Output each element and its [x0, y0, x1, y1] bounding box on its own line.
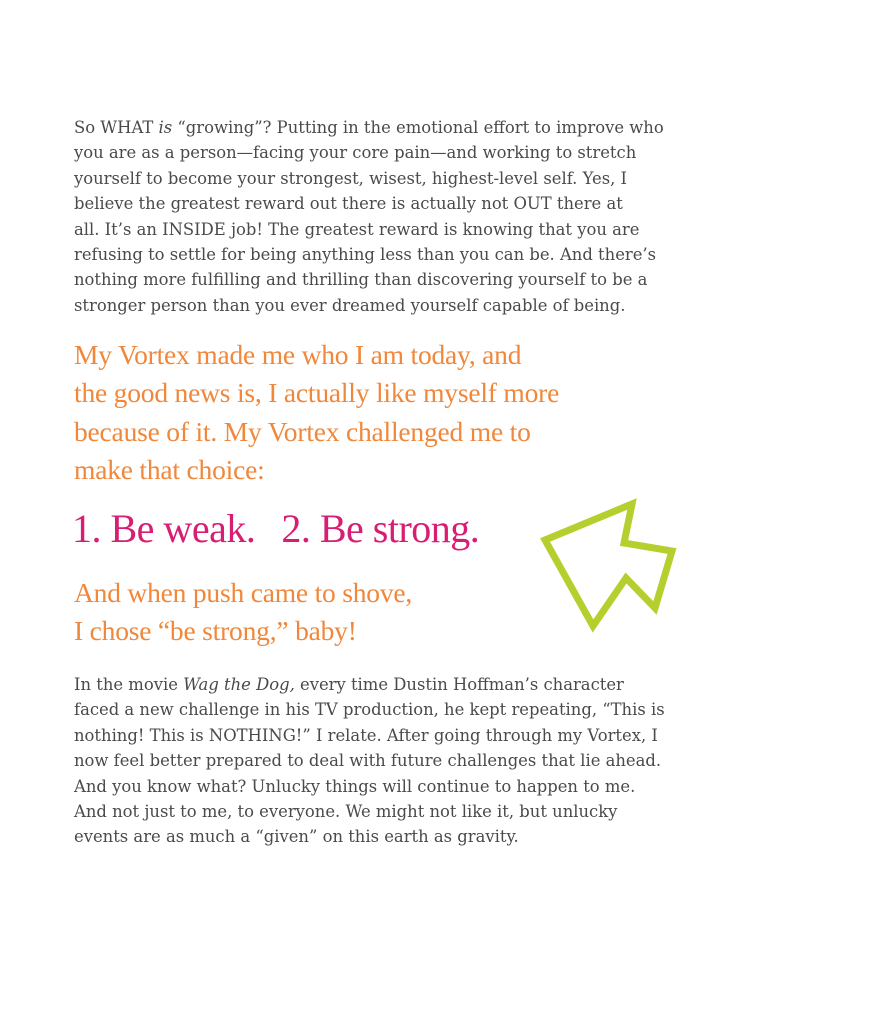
text-line: refusing to settle for being anything less than you can be. And there’s	[74, 245, 657, 265]
quote-line: make that choice:	[74, 453, 265, 485]
choice-strong: 2. Be strong.	[281, 506, 480, 551]
pull-quote-vortex	[74, 336, 694, 489]
text-line: And you know what? Unlucky things will continue to happen to me.	[74, 776, 636, 796]
quote-line: the good news is, I actually like myself more	[74, 377, 560, 409]
text-line: all. It’s an INSIDE job! The greatest reward is knowing that you are	[74, 219, 640, 239]
text-line: believe the greatest reward out there is actually not OUT there at	[74, 194, 623, 214]
quote-line: And when push came to shove,	[74, 577, 413, 608]
quote-line: because of it. My Vortex challenged me to	[74, 415, 531, 447]
text-line: nothing! This is NOTHING!” I relate. After going through my Vortex, I	[74, 725, 658, 745]
pull-quote-chose-strong	[74, 574, 694, 651]
text-line: And not just to me, to everyone. We might not like it, but unlucky	[74, 802, 618, 822]
text-line: events are as much a “given” on this earth as gravity.	[74, 827, 519, 847]
text-line: faced a new challenge in his TV production, he kept repeating, “This is	[74, 700, 665, 720]
choice-weak: 1. Be weak.	[72, 506, 256, 551]
quote-line: I chose “be strong,” baby!	[74, 615, 357, 647]
text-line: nothing more fulfilling and thrilling than discovering yourself to be a	[74, 270, 648, 290]
text-line: you are as a person—facing your core pain—and working to stretch	[74, 143, 637, 163]
paragraph-growing	[74, 115, 724, 318]
movie-title: Wag the Dog,	[183, 675, 295, 694]
quote-line: My Vortex made me who I am today, and	[74, 339, 522, 370]
text-line: stronger person than you ever dreamed yourself capable of being.	[74, 295, 626, 315]
text-line: yourself to become your strongest, wisest, highest-level self. Yes, I	[74, 168, 627, 188]
text-line: So WHAT is “growing”? Putting in the emotional effort to improve who	[74, 118, 664, 137]
text-line: now feel better prepared to deal with future challenges that lie ahead.	[74, 751, 662, 771]
choice-options	[72, 502, 479, 556]
paragraph-wag-the-dog	[74, 672, 724, 850]
italic-emphasis: is	[158, 118, 173, 137]
text-line: In the movie Wag the Dog, every time Dustin Hoffman’s character	[74, 675, 624, 694]
